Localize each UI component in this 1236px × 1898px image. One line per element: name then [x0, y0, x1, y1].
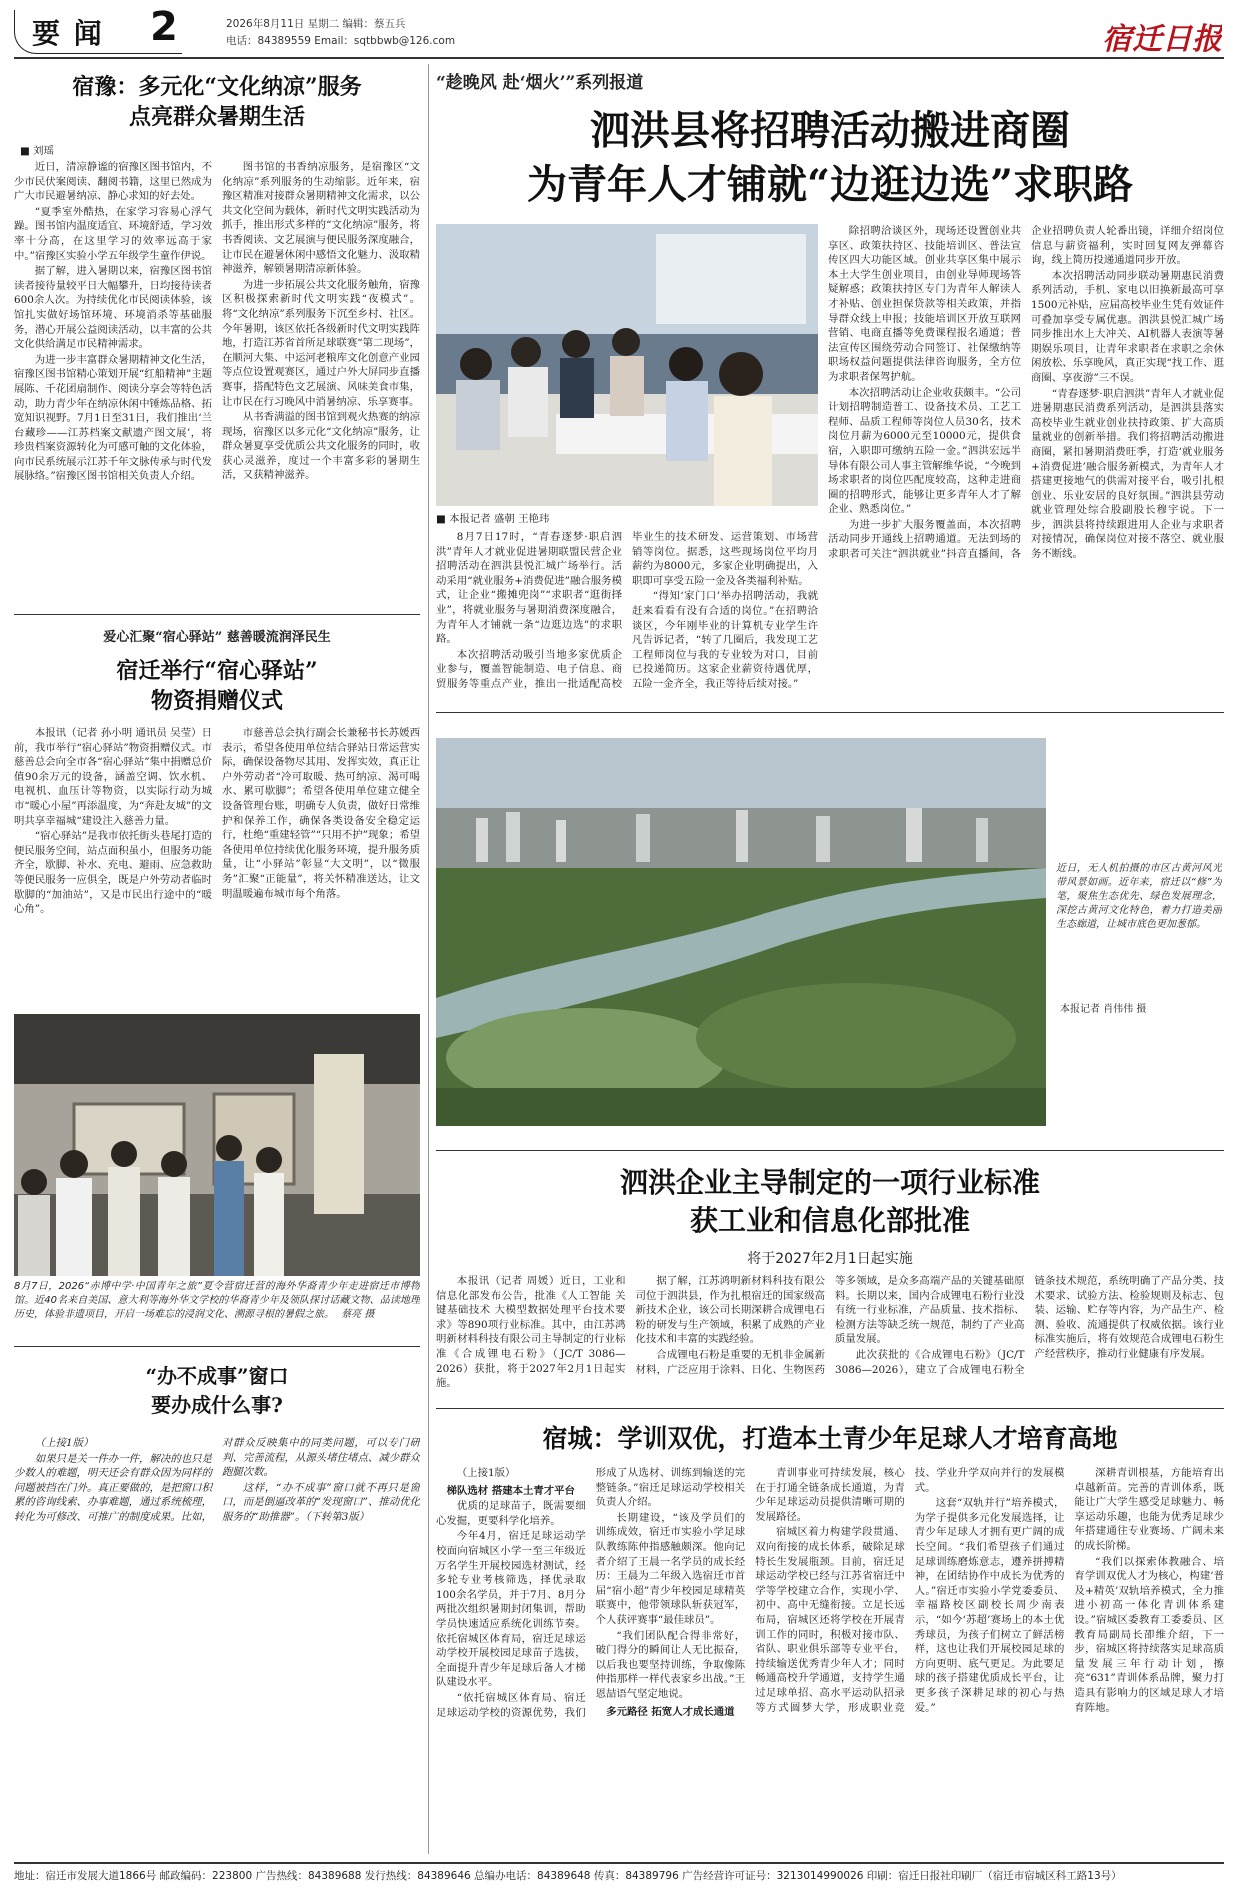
paragraph: 本报讯（记者 孙小明 通讯员 吴莹）日前，我市举行“宿心驿站”物资捐赠仪式。市慈善总会向全市各“宿心驿站”集中捐赠总价值90余万元的设备，涵盖空调、饮水机、电视机、血压计等物资，以实际行动为城市“暖心小屋”再添温度，为“奔赴友城”的文明共享幸福城“建设注入慈善力量。 [14, 727, 212, 827]
paragraph: 本次招聘活动让企业收获颇丰。“公司计划招聘制造普工、设备技术员、工艺工程师、品质工程师等岗位人员30名，技术岗位月薪为6000元至10000元，提供食宿，入职即可缴纳五险一金。”泗洪宏远半导体有限公司人事主管解维华说，“今晚到场求职者的岗位匹配度较高，这种走进商圈的招聘形式，能够让更多青年人才了解企业、熟悉岗位。” [828, 386, 1021, 516]
paragraph: “得知‘家门口’举办招聘活动，我就赶来看看有没有合适的岗位。”在招聘洽谈区，今年刚毕业的计算机专业学生许凡告诉记者，“转了几圈后，我发现工艺工程师岗位与我的专业较为对口，目前已投递简历。这家企业薪资待遇优厚，五险一金齐全，我正等待后续对接。” [632, 590, 818, 690]
article-banbuchengshi-window [14, 1352, 420, 1856]
article-title [14, 72, 420, 132]
article-title: 宿城：学训双优，打造本土青少年足球人才培育高地 [542, 1424, 1118, 1453]
paragraph: 市慈善总会执行副会长兼秘书长苏媛西表示，希望各使用单位结合驿站日常运营实际，确保设备物尽其用、发挥实效，真正让户外劳动者“冷可取暖、热可纳凉、渴可喝水、累可歇脚”；希望各使用单位建立健全设备管理台账，明确专人负责，做好日常维护和保养工作，确保各类设备安全稳定运行，杜绝“重建轻管”“只用不护”现象；希望各使用单位持续优化服务环境，提升服务质量，让“小驿站”彰显“大文明”，以“微服务”汇聚“正能量”，将关怀精准送达，让文明温暖遍布城市每个角落。 [222, 727, 420, 900]
title-line-2: 要办成什么事? [151, 1393, 283, 1417]
article-title [436, 1164, 1224, 1244]
kicker: 爱心汇聚“宿心驿站” 慈善暖流润泽民生 [103, 630, 331, 645]
article-siheng-recruitment [436, 64, 1224, 708]
column-divider [428, 64, 429, 1854]
masthead-rule [14, 57, 1224, 59]
paragraph: 近日，清凉静谧的宿豫区图书馆内，不少市民伏案阅读、翻阅书籍，这里已然成为广大市民避暑纳凉、静心求知的好去处。 [14, 161, 212, 203]
paragraph: 据了解，江苏鸿明新材料科技有限公司位于泗洪县，作为扎根宿迁的国家级高新技术企业，该公司长期深耕合成锂电石粉的研发与生产领域，积累了成熟的产业化技术和丰富的实践经验。 [635, 1275, 825, 1346]
paragraph: 优质的足球苗子，既需要细心发掘，更要科学化培养。 [436, 1500, 586, 1527]
paragraph: “依托宿城区体育局、宿迁足球运动学校的资源优势，我们形成了从选材、训练到输送的完整链条。”宿迁足球运动学校相关负责人介绍。 [436, 1467, 746, 1719]
series-tag: “趁晚风 赴‘烟火’”系列报道 [436, 73, 644, 92]
date-line: 2026年8月11日 星期二 编辑：蔡五兵 [226, 18, 406, 30]
divider [436, 712, 1224, 713]
paragraph: 今年4月，宿迁足球运动学校面向宿城区小学一至三年级近万名学生开展校园选材测试，经多轮专业考核筛选，择优录取100余名学员，并于7月、8月分两批次组织暑期封闭集训，帮助学员快速适应系统化训练节奏。依托宿城区体育局，宿迁足球运动学校开展校园足球苗子选拔，全面提升青少年足球后备人才梯队建设水平。 [436, 1530, 586, 1689]
recruitment-illustration [436, 224, 818, 506]
paragraph: 从书香满溢的图书馆到观火热赛的纳凉现场，宿豫区以多元化“文化纳凉”服务，让群众暑夏享受优质公共文化服务的同时，收获心灵滋养，度过一个丰富多彩的暑期生活，又获精神滋养。 [222, 411, 420, 482]
article-industry-standard [436, 1156, 1224, 1404]
title-line-1: “办不成事”窗口 [145, 1364, 289, 1388]
aerial-credit: 本报记者 肖伟伟 摄 [1060, 1004, 1147, 1015]
photo-byline: ■ 本报记者 盛朝 王艳玮 [436, 513, 550, 525]
main-headline [436, 104, 1224, 214]
title-line-1: 宿迁举行“宿心驿站” [116, 658, 318, 684]
paragraph: 本次招聘活动同步联动暑期惠民消费系列活动，手机、家电以旧换新最高可享1500元补贴，应届高校毕业生凭有效证件可叠加享受专属优惠。泗洪县悦汇城广场同步推出水上大冲关、AI机器人表演等暑期娱乐项目，让青年求职者在求职之余休闲放松、乐享晚风，真正实现“找工作、逛商圈、享夜游”三不误。 [1031, 269, 1224, 384]
article-body [14, 726, 420, 1010]
article-title [14, 656, 420, 718]
subtitle: 将于2027年2月1日起实施 [747, 1251, 913, 1267]
paragraph: 除招聘洽谈区外，现场还设置创业共享区、政策扶持区、技能培训区、普法宣传区四大功能区域。创业共享区集中展示本土大学生创业项目，由创业导师现场答疑解惑；政策扶持区专门为青年人解读人才补贴、创业担保贷款等相关政策，并指导群众线上申报；技能培训区开放互联网营销、电商直播等免费课程报名通道；普法宣传区围绕劳动合同签订、社保缴纳等职场权益问题提供法律咨询服务，全方位为求职者保驾护航。 [828, 225, 1021, 383]
divider [436, 1150, 1224, 1151]
headline-line-1: 泗洪县将招聘活动搬进商圈 [590, 107, 1070, 154]
paper-name-logo: 宿迁日报 [1102, 22, 1222, 54]
article-body [14, 1436, 420, 1852]
paragraph: 为进一步扩大服务覆盖面，本次招聘活动同步开通线上招聘通道。无法到场的求职者可关注“泗洪就业”抖音直播间，各企业招聘负责人轮番出镜，详细介绍岗位信息与薪资福利，实时回复网友弹幕咨询，线上简历投递通道同步开放。 [828, 225, 1224, 561]
aerial-caption [1056, 862, 1222, 980]
divider [14, 1346, 420, 1347]
paragraph: “宿心驿站”是我市依托街头巷尾打造的便民服务空间，站点面积虽小，但服务功能齐全，歇脚、补水、充电、避雨、应急救助等便民服务一应俱全，既是户外劳动者临时歇脚的“加油站”，又是市民出行途中的“暖心角”。 [14, 830, 212, 916]
title-line-2: 物资捐赠仪式 [150, 688, 283, 714]
aerial-river-illustration [436, 738, 1046, 1126]
recruitment-photo [436, 224, 818, 506]
footer-info: 地址：宿迁市发展大道1866号 邮政编码：223800 广告热线：84389688 发行热线：84389646 总编办电话：84389648 传真：84389796 广告经营许可证号：3213014990026 印刷：宿迁日报社印刷厂（宿迁市宿城区科工路13号） [14, 1870, 1122, 1882]
subheading: 多元路径 拓宽人才成长通道 [606, 1705, 735, 1718]
divider [14, 614, 420, 615]
paragraph: 本报讯（记者 周媛）近日，工业和信息化部发布公告，批准《人工智能 关键基础技术 大模型数据处理平台技术要求》等890项行业标准。其中，由江苏鸿明新材料科技有限公司主导制定的行业标准《合成锂电石粉》（JC/T 3086—2026）获批，将于2027年2月1日起实施。 [436, 1275, 626, 1390]
paragraph: 为进一步丰富群众暑期精神文化生活，宿豫区图书馆精心策划开展“红船精神”主题展陈、千花团扇制作、阅读分享会等特色活动，助力青少年在纳凉休闲中锤炼品格、拓宽知识视野。7月1日至31日，我们推出‘兰台藏珍——江苏档案文献遗产图文展’，将珍贵档案资源转化为可感可触的文化体验，向市民系统展示江苏千年文脉传承与时代发展脉络。”宿豫区图书馆相关负责人介绍。 [14, 353, 212, 483]
paragraph: 如果只是关一件办一件，解决的也只是少数人的难题，明天还会有群众因为同样的问题被挡在门外。真正要做的，是把窗口积累的咨询线索、办事难题，通过系统梳理，转化为可修改、可推广的制度成果。比如，对群众反映集中的同类问题，可以专门研判、完善流程，从源头堵住堵点、减少群众跑腿次数。 [14, 1437, 420, 1523]
paragraph: 此次获批的《合成锂电石粉》（JC/T 3086—2026），建立了合成锂电石粉全链条技术规范，系统明确了产品分类、技术要求、试验方法、检验规则及标志、包装、运输、贮存等内容，为产品生产、检测、验收、流通提供了权威依据。该行业标准实施后，将有效规范合成锂电石粉生产经营秩序，推动行业健康有序发展。 [835, 1275, 1224, 1376]
caption-text: 近日，无人机拍摄的市区古黄河风光带风景如画。近年来，宿迁以“修”为笔，聚焦生态优先、绿色发展理念，深挖古黄河文化特色，着力打造美丽生态廊道，让城市底色更加葱郁。 [1056, 863, 1222, 930]
paragraph: 为进一步拓展公共文化服务触角，宿豫区积极探索新时代文明实践“夜模式”。将“文化纳凉”系列服务下沉至乡村、社区。今年暑期，该区依托各级新时代文明实践阵地，打造江苏省首所足球联赛“第二现场”，在顺河大集、中运河老粮库文化创意产业园等点位设置观赛区，通过户外大屏同步直播赛事，搭配特色文艺展演、风味美食市集，让市民在行习晚风中消暑纳凉、乐享赛事。 [222, 278, 420, 408]
paragraph: 8月7日17时，“青春逐梦·职启泗洪”青年人才就业促进暑期联盟民营企业招聘活动在泗洪县悦汇城广场举行。活动采用“就业服务+消费促进”融合服务模式，让企业“搬摊兜岗”“求职者“逛街择业”，将就业服务与暑期消费深度融合，为青年人才铺就一条“边逛边选”的求职路。 [436, 531, 622, 646]
museum-visit-illustration [14, 1014, 420, 1276]
paragraph: 这套“双轨并行”培养模式，为学子提供多元化发展选择，让青少年足球人才拥有更广阔的成长空间。“我们希望孩子们通过足球训练磨炼意志，遵养拼搏精神，在团结协作中成长为优秀的人。”宿迁市实验小学党委委员、幸福路校区副校长周少南表示，“如今‘苏超’赛场上的本土优秀球员，为孩子们树立了鲜活榜样，这也让我们开展校园足球的方向更明、底气更足。为此要足球的孩子搭建优质成长平台，让更多孩子深耕足球的初心与热爱。” [914, 1497, 1065, 1714]
article-wenhua-naliang [14, 64, 420, 610]
article-body-left-block [436, 530, 818, 706]
masthead [0, 0, 1236, 62]
title-line-2: 点亮群众暑期生活 [128, 104, 305, 130]
page-number: 2 [150, 4, 178, 50]
headline-line-2: 为青年人才铺就“边逛边选”求职路 [526, 161, 1133, 208]
title-line-1: 泗洪企业主导制定的一项行业标准 [619, 1166, 1040, 1199]
title-line-1: 宿豫：多元化“文化纳凉”服务 [72, 74, 362, 100]
paragraph: “我们以探索体教融合、培育学训双优人才为核心，构建‘普及+精英’双轨培养模式，全力推进小初高一体化青训体系建设。”宿城区委教育工委委员、区教育局副局长卲维介绍，下一步，宿城区将持续落实足球高质量发展三年行动计划，擦亮“631”青训体系品牌，聚力打造具有影响力的区域足球人才培育阵地。 [1074, 1555, 1224, 1714]
paragraph: 本次招聘活动吸引当地多家优质企业参与，覆盖智能制造、电子信息、商贸服务等重点产业，推出一批适配高校毕业生的技术研发、运营策划、市场营销等岗位。据悉，这些现场岗位平均月薪约为8000元，多家企业明确提出，入职即可享受五险一金及各类福利补贴。 [436, 531, 818, 690]
subheading: 梯队选材 搭建本土青才平台 [446, 1484, 575, 1497]
paragraph: 图书馆的书香纳凉服务，是宿豫区“文化纳凉”系列服务的生动缩影。近年来，宿豫区精准对接群众暑期精神文化需求，以公共文化空间为载体，新时代文明实践活动为抓手，推出形式多样的“文化纳凉”服务，将书香阅读、文艺展演与便民服务深度融合，让市民在避暑休闲中感悟文化魅力、汲取精神滋养，解锁暑期清凉新体验。 [222, 161, 420, 276]
paragraph: “我们团队配合得非常好，破门得分的瞬间让人无比振奋，以后我也要坚持训练，争取像陈仲指那样一样代表家乡出战。”王恩喆语气坚定地说。 [595, 1629, 746, 1700]
article-body [14, 160, 420, 606]
article-title [14, 1362, 420, 1424]
byline: ■ 刘瑶 [20, 145, 54, 157]
contact-line: 电话：84389559 Email：sqtbbwb@126.com [226, 35, 456, 47]
aerial-river-photo [436, 738, 1046, 1126]
paragraph: 长期建设，“该及学员们的训练成效，宿迁市实验小学足球队教练陈仲指感触颇深。他向记者介绍了王晨一名学员的成长经历：王晨为二年级入选宿迁市首届“宿小超”青少年校园足球精英联赛中，他带领球队斩获冠军，个人获评赛事“最佳球员”。 [595, 1511, 746, 1626]
footer-rule [14, 1862, 1224, 1864]
paragraph: “青春逐梦·职启泗洪”青年人才就业促进暑期惠民消费系列活动，是泗洪县落实高校毕业生就业创业扶持政策、扩大高质量就业的创新举措。我们将招聘活动搬进商圈，紧扣暑期消费旺季，打造‘就业服务+消费促进’融合服务新模式，为青年人才搭建更接地气的供需对接平台，吸引扎根创业、乐业安居的良好氛围。”泗洪县劳动就业管理处综合股副股长穆宇说。下一步，泗洪县将持续跟进用人企业与求职者对接情况，确保岗位对接不落空、就业服务不断线。 [1031, 387, 1224, 561]
paragraph: 这样，“办不成事”窗口就不再只是窗口，而是倒逼改革的“发现窗口”、推动优化服务的“助推器”。（下转第3版） [222, 1481, 420, 1523]
caption-text: 8月7日，2026“赤博中学·中国青年之旅”夏令营宿迁营的海外华裔青少年走进宿迁市博物馆。近40名来自美国、意大利等海外华文学校的华裔青少年及领队探讨话藏文物、品读地理历史，体验非遗项目，开启一场难忘的浸润文化、溯源寻根的暑假之旅。 [14, 1281, 420, 1320]
paragraph: 深耕青训根基，方能培育出卓越新苗。完善的青训体系，既能让广大学生感受足球魅力、畅享运动乐趣，也能为优秀足球少年搭建通往专业赛场、广阔未来的成长阶梯。 [1074, 1467, 1224, 1552]
museum-visit-photo [14, 1014, 420, 1276]
article-body [436, 1274, 1224, 1402]
paragraph: 据了解，进入暑期以来，宿豫区图书馆读者接待量较平日大幅攀升，日均接待读者600余人次。为持续优化市民阅读体验，该馆扎实做好场馆环境、环境消杀等基础服务，潜心开展公益阅读活动，以丰富的公共文化供给满足市民精神需求。 [14, 265, 212, 351]
article-body-right-block [828, 224, 1224, 706]
title-line-2: 获工业和信息化部批准 [689, 1204, 970, 1237]
paragraph: 合成锂电石粉是重要的无机非金属新材料，广泛应用于涂料、日化、生物医药等多领域，是众多高端产品的关键基础原料。长期以来，国内合成锂电石粉行业没有统一行业标准，产品质量、技术指标、检测方法等缺乏统一规范，制约了产业高质量发展。 [635, 1275, 1025, 1376]
section-label: 要 闻 [32, 17, 104, 50]
divider [436, 1408, 1224, 1409]
article-body [436, 1466, 1224, 1854]
paragraph: （上接1版） [34, 1437, 94, 1449]
article-suxin-yizhan [14, 620, 420, 1340]
photo-credit: 蔡亮 摄 [341, 1309, 375, 1320]
paragraph: 青训事业可持续发展，核心在于打通全链条成长通道，为青少年足球运动员提供清晰可期的发展路径。 [755, 1467, 905, 1523]
paragraph: （上接1版） [456, 1467, 516, 1479]
article-sucheng-football [436, 1414, 1224, 1856]
photo-caption [14, 1280, 420, 1338]
paragraph: 宿城区着力构建学段贯通、双向衔接的成长体系，破除足球特长生发展瓶颈。目前，宿迁足球运动学校已经与江苏省宿迁中学等学校建立合作，实现小学、初中、高中无缝衔接。立足长远布局，宿城区还将学校在开展青训工作的同时，积极对接市队、省队、职业俱乐部等专业平台，持续输送优秀青少年人才；同时畅通高校升学通道，支持学生通过足球单招、高水平运动队招录等方式圆梦大学，形成职业竞技、学业升学双向并行的发展模式。 [755, 1467, 1065, 1714]
paragraph: “夏季室外酷热，在家学习容易心浮气躁。图书馆内温度适宜、环境舒适，学习效率十分高，在这里学习的效率远高于家中。”宿豫区实验小学五年级学生童作伊说。 [14, 205, 212, 262]
